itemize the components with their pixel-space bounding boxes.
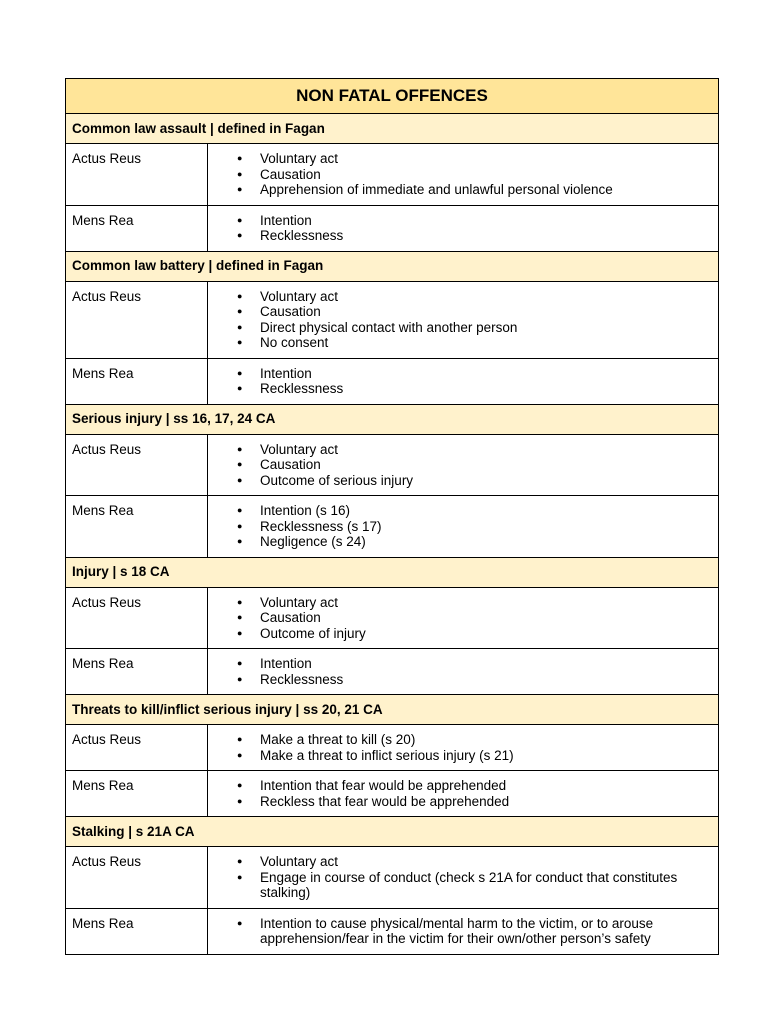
actus-reus-row <box>66 847 719 909</box>
mens-rea-list <box>208 503 710 550</box>
section-heading-row <box>66 695 719 725</box>
actus-reus-list <box>208 442 710 489</box>
bullet-item: ● Direct physical contact with another person <box>208 320 710 336</box>
bullet-item: ● Outcome of serious injury <box>208 473 710 489</box>
actus-reus-content <box>208 281 719 358</box>
bullet-item: ● Voluntary act <box>208 595 710 611</box>
mens-rea-list <box>208 366 710 397</box>
actus-reus-list <box>208 854 710 901</box>
bullet-item: ● Recklessness <box>208 228 710 244</box>
mens-rea-row <box>66 205 719 251</box>
actus-reus-label: Actus Reus <box>66 725 208 771</box>
section-heading-row <box>66 251 719 281</box>
bullet-item: ● Intention (s 16) <box>208 503 710 519</box>
section-heading: Injury | s 18 CA <box>66 557 719 587</box>
mens-rea-label: Mens Rea <box>66 358 208 404</box>
mens-rea-label: Mens Rea <box>66 771 208 817</box>
offences-table <box>65 78 719 955</box>
mens-rea-row <box>66 771 719 817</box>
actus-reus-list <box>208 732 710 763</box>
actus-reus-label: Actus Reus <box>66 144 208 206</box>
actus-reus-row <box>66 144 719 206</box>
bullet-item: ● Causation <box>208 167 710 183</box>
mens-rea-list <box>208 778 710 809</box>
actus-reus-content <box>208 847 719 909</box>
mens-rea-content <box>208 649 719 695</box>
bullet-item: ● Outcome of injury <box>208 626 710 642</box>
mens-rea-row <box>66 358 719 404</box>
mens-rea-content <box>208 358 719 404</box>
mens-rea-content <box>208 205 719 251</box>
bullet-item: ● Voluntary act <box>208 289 710 305</box>
actus-reus-list <box>208 151 710 198</box>
bullet-item: ● Causation <box>208 304 710 320</box>
bullet-item: ● Intention <box>208 366 710 382</box>
mens-rea-row <box>66 908 719 954</box>
actus-reus-content <box>208 725 719 771</box>
section-heading-row <box>66 114 719 144</box>
actus-reus-row <box>66 587 719 649</box>
bullet-item: ● Intention <box>208 656 710 672</box>
mens-rea-content <box>208 496 719 558</box>
mens-rea-list <box>208 656 710 687</box>
section-heading: Common law assault | defined in Fagan <box>66 114 719 144</box>
actus-reus-list <box>208 289 710 351</box>
actus-reus-content <box>208 434 719 496</box>
actus-reus-row <box>66 725 719 771</box>
bullet-item: ● Apprehension of immediate and unlawful personal violence <box>208 182 710 198</box>
actus-reus-row <box>66 434 719 496</box>
section-heading: Serious injury | ss 16, 17, 24 CA <box>66 404 719 434</box>
mens-rea-label: Mens Rea <box>66 496 208 558</box>
bullet-item: ● Intention <box>208 213 710 229</box>
actus-reus-label: Actus Reus <box>66 587 208 649</box>
bullet-item: ● Voluntary act <box>208 854 710 870</box>
actus-reus-list <box>208 595 710 642</box>
mens-rea-content <box>208 908 719 954</box>
section-heading: Stalking | s 21A CA <box>66 817 719 847</box>
section-heading: Common law battery | defined in Fagan <box>66 251 719 281</box>
mens-rea-content <box>208 771 719 817</box>
bullet-item: ● Engage in course of conduct (check s 21A for conduct that constitutes stalking) <box>208 870 710 901</box>
bullet-item: ● Recklessness (s 17) <box>208 519 710 535</box>
actus-reus-label: Actus Reus <box>66 281 208 358</box>
section-heading: Threats to kill/inflict serious injury | ss 20, 21 CA <box>66 695 719 725</box>
bullet-item: ● Recklessness <box>208 672 710 688</box>
mens-rea-list <box>208 916 710 947</box>
bullet-item: ● Causation <box>208 457 710 473</box>
bullet-item: ● Make a threat to kill (s 20) <box>208 732 710 748</box>
bullet-item: ● Negligence (s 24) <box>208 534 710 550</box>
bullet-item: ● Causation <box>208 610 710 626</box>
section-heading-row <box>66 817 719 847</box>
bullet-item: ● Recklessness <box>208 381 710 397</box>
mens-rea-row <box>66 496 719 558</box>
bullet-item: ● Voluntary act <box>208 442 710 458</box>
bullet-item: ● Reckless that fear would be apprehended <box>208 794 710 810</box>
mens-rea-list <box>208 213 710 244</box>
bullet-item: ● Voluntary act <box>208 151 710 167</box>
bullet-item: ● No consent <box>208 335 710 351</box>
mens-rea-label: Mens Rea <box>66 908 208 954</box>
bullet-item: ● Make a threat to inflict serious injury (s 21) <box>208 748 710 764</box>
actus-reus-content <box>208 144 719 206</box>
mens-rea-label: Mens Rea <box>66 649 208 695</box>
table-title: NON FATAL OFFENCES <box>66 79 719 114</box>
mens-rea-row <box>66 649 719 695</box>
actus-reus-row <box>66 281 719 358</box>
actus-reus-label: Actus Reus <box>66 434 208 496</box>
mens-rea-label: Mens Rea <box>66 205 208 251</box>
section-heading-row <box>66 404 719 434</box>
bullet-item: ● Intention to cause physical/mental harm to the victim, or to arouse apprehension/fear in the victim for their own/other person’s safety <box>208 916 710 947</box>
title-row <box>66 79 719 114</box>
section-heading-row <box>66 557 719 587</box>
bullet-item: ● Intention that fear would be apprehended <box>208 778 710 794</box>
actus-reus-label: Actus Reus <box>66 847 208 909</box>
actus-reus-content <box>208 587 719 649</box>
